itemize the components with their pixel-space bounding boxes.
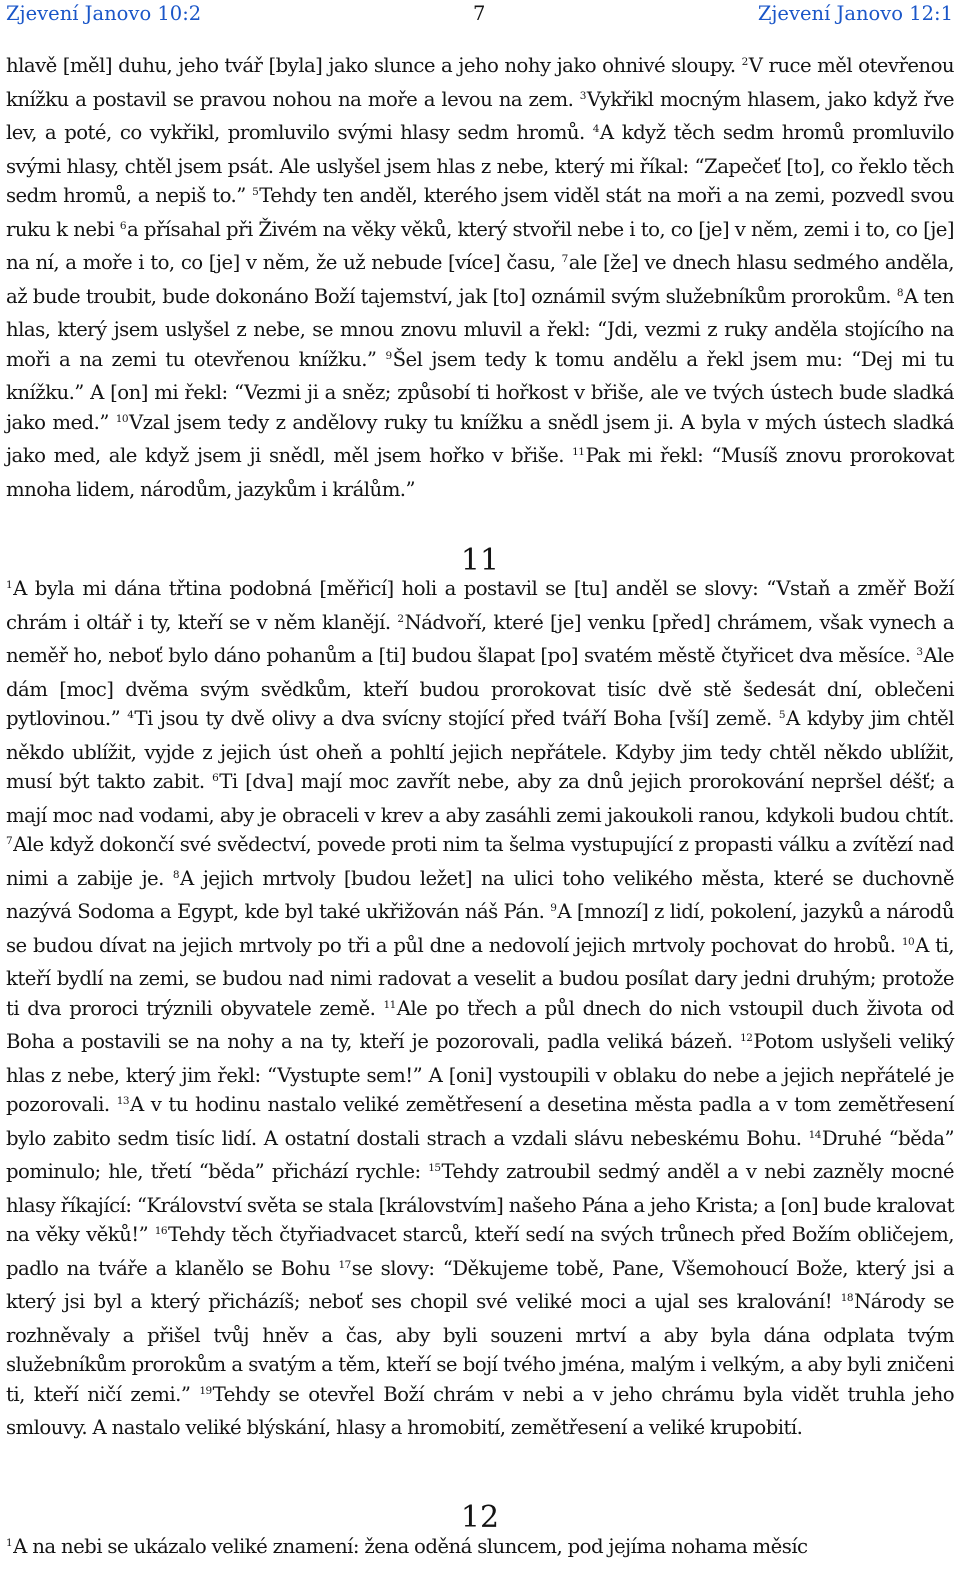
verse-number: 18 bbox=[840, 1292, 854, 1304]
verse-text: A [mnozí] z lidí, pokolení, jazyků a národů se budou dívat na jejich mrtvoly po tři a půl dne a nedovolí jejich mrtvoly pochovat do hrobů. bbox=[6, 900, 954, 957]
verse-text: Ale po třech a půl dnech do nich vstoupil duch života od Boha a postavili se na nohy a na ty, kteří je pozorovali, padla veliká bázeň. bbox=[6, 996, 954, 1053]
verse-number: 7 bbox=[561, 253, 568, 265]
verse-text: A ten hlas, který jsem uslyšel z nebe, se mnou znovu mluvil a řekl: “Jdi, vezmi z ruky anděla stojícího na moři a na zemi tu otevřenou knížku.” bbox=[6, 284, 954, 371]
verse-number: 7 bbox=[6, 835, 13, 847]
verse-number: 6 bbox=[212, 772, 219, 784]
verse-number: 4 bbox=[592, 123, 599, 135]
verse-text: Ale když dokončí své svědectví, povede proti nim ta šelma vystupující z propasti válku a zvítězí nad nimi a zabije je. bbox=[6, 833, 954, 890]
verse-number: 10 bbox=[901, 935, 915, 948]
verse-text: Ti jsou ty dvě olivy a dva svícny stojící před tváří Boha [vší] země. bbox=[134, 707, 779, 730]
verse-number: 8 bbox=[896, 286, 903, 299]
verse-text: Tehdy se otevřel Boží chrám v nebi a v jeho chrámu byla vidět truhla jeho smlouvy. A nastalo veliké blýskání, hlasy a hromobití, zemětřesení a veliké krupobití. bbox=[6, 1382, 955, 1439]
verse-text: A v tu hodinu nastalo veliké zemětřesení a desetina města padla a v tom zemětřesení bylo zabito sedm tisíc lidí. A ostatní dostali strach a vzdali slávu nebeskému Bohu. bbox=[6, 1093, 955, 1150]
verse-number: 2 bbox=[741, 56, 748, 68]
verse-text: Tehdy ten anděl, kterého jsem viděl stát na moři a na zemi, pozvedl svou ruku k nebi bbox=[6, 184, 954, 241]
chapter-12-text bbox=[6, 1532, 954, 1566]
verse-text: Nádvoří, které [je] venku [před] chrámem, však vynech a neměř ho, neboť bylo dáno pohanům a [ti] budou šlapat [po] svatém městě čtyřicet dva měsíce. bbox=[6, 610, 954, 667]
verse-text: Druhé “běda” pominulo; hle, třetí “běda” přichází rychle: bbox=[6, 1126, 954, 1183]
chapter-11-heading: 11 bbox=[460, 543, 500, 578]
verse-text: se slovy: “Děkujeme tobě, Pane, Všemohoucí Bože, který jsi a který jsi byl a který přicházíš; neboť ses chopil své veliké moci a ujal ses kralování! bbox=[6, 1256, 955, 1313]
verse-text: V ruce měl otevřenou knížku a postavil se pravou nohou na moře a levou na zem. bbox=[6, 54, 954, 111]
verse-number: 16 bbox=[154, 1225, 167, 1237]
verse-text: Vzal jsem tedy z andělovy ruky tu knížku a snědl jsem ji. A byla v mých ústech sladká jako med, ale když jsem ji snědl, měl jsem hořko v břiše. bbox=[6, 410, 954, 467]
verse-text: A byla mi dána třtina podobná [měřicí] holi a postavil se [tu] anděl se slovy: “Vstaň a změř Boží chrám i oltář i ty, kteří se v něm klanějí. bbox=[6, 577, 954, 634]
verse-number: 1 bbox=[6, 579, 13, 591]
verse-number: 2 bbox=[397, 612, 404, 625]
verse-text: Ti [dva] mají moc zavřít nebe, aby za dnů jejich prorokování nepršel déšť; a mají moc nad vodami, aby je obraceli v krev a aby zasáhli zemi jakoukoli ranou, kdykoli budou chtít. bbox=[6, 770, 955, 827]
verse-number: 3 bbox=[579, 89, 586, 102]
verse-number: 5 bbox=[778, 709, 786, 721]
chapter-12-heading: 12 bbox=[460, 1500, 500, 1535]
header-right-reference[interactable]: Zjevení Janovo 12:1 bbox=[757, 2, 953, 25]
verse-number: 1 bbox=[6, 1537, 13, 1549]
verse-text: Šel jsem tedy k tomu andělu a řekl jsem mu: “Dej mi tu knížku.” A [on] mi řekl: “Vezmi ji a sněz; způsobí ti hořkost v břiše, ale ve tvých ústech bude sladká jako med.” bbox=[6, 347, 955, 434]
verse-text: A kdyby jim chtěl někdo ublížit, vyjde z jejich úst oheň a pohltí jejich nepřátele. Kdyby jim tedy chtěl někdo ublížit, musí být takto zabit. bbox=[6, 707, 954, 793]
verse-number: 3 bbox=[916, 646, 923, 658]
verse-text: Tehdy těch čtyřiadvacet starců, kteří sedí na svých trůnech před Božím obličejem, padlo na tváře a klanělo se Bohu bbox=[6, 1223, 954, 1280]
verse-text: A ti, kteří bydlí na zemi, se budou nad nimi radovat a veselit a budou posílat dary jedni druhým; protože ti dva proroci trýznili obyvatele země. bbox=[6, 933, 954, 1020]
verse-text: Vykřikl mocným hlasem, jako když řve lev, a poté, co vykřikl, promluvilo svými hlasy sedm hromů. bbox=[6, 87, 954, 144]
verse-number: 19 bbox=[199, 1384, 212, 1397]
chapter-10-continuation-text bbox=[6, 51, 954, 504]
verse-text: hlavě [měl] duhu, jeho tvář [byla] jako slunce a jeho nohy jako ohnivé sloupy. bbox=[6, 54, 742, 77]
running-header bbox=[0, 2, 960, 32]
verse-text: Pak mi řekl: “Musíš znovu prorokovat mnoha lidem, národům, jazykům i králům.” bbox=[6, 444, 954, 501]
verse-text: Tehdy zatroubil sedmý anděl a v nebi zazněly mocné hlasy říkající: “Království světa se stala [královstvím] našeho Pána a jeho Krista; a [on] bude kralovat na věky věků!” bbox=[6, 1160, 954, 1246]
verse-number: 11 bbox=[383, 998, 396, 1011]
verse-number: 12 bbox=[740, 1032, 753, 1044]
chapter-11-text bbox=[6, 574, 954, 1443]
verse-number: 5 bbox=[252, 186, 259, 198]
verse-text: A jejich mrtvoly [budou ležet] na ulici toho velikého města, které se duchovně nazývá Sodoma a Egypt, kde byl také ukřižován náš Pán. bbox=[6, 866, 955, 923]
verse-text: a přísahal při Živém na věky věků, který stvořil nebe i to, co [je] v něm, zemi i to, co [je] na ní, a moře i to, co [je] v něm, že už nebude [více] času, bbox=[6, 217, 954, 274]
verse-number: 11 bbox=[572, 446, 585, 458]
verse-number: 9 bbox=[550, 902, 557, 914]
verse-text: Potom uslyšeli veliký hlas z nebe, který jim řekl: “Vystupte sem!” A [oni] vystoupili v oblaku do nebe a jejich nepřátelé je pozorovali. bbox=[6, 1030, 954, 1116]
verse-number: 10 bbox=[115, 412, 129, 425]
verse-number: 4 bbox=[127, 709, 134, 721]
verse-text: A na nebi se ukázalo veliké znamení: žena oděná sluncem, pod jejíma nohama měsíc bbox=[13, 1535, 808, 1558]
page-number: 7 bbox=[473, 2, 486, 25]
verse-number: 17 bbox=[338, 1258, 351, 1271]
verse-number: 9 bbox=[385, 349, 392, 362]
verse-number: 14 bbox=[808, 1128, 821, 1141]
verse-number: 15 bbox=[428, 1162, 441, 1174]
verse-number: 8 bbox=[172, 868, 180, 881]
verse-text: Ale dám [moc] dvěma svým svědkům, kteří budou prorokovat tisíc dvě stě šedesát dní, oblečeni pytlovinou.” bbox=[6, 644, 954, 730]
verse-text: A když těch sedm hromů promluvilo svými hlasy, chtěl jsem psát. Ale uslyšel jsem hlas z nebe, který mi říkal: “Zapečeť [to], co řeklo těch sedm hromů, a nepiš to.” bbox=[6, 121, 954, 207]
verse-number: 13 bbox=[116, 1095, 129, 1107]
header-left-reference[interactable]: Zjevení Janovo 10:2 bbox=[6, 2, 202, 25]
verse-text: ale [že] ve dnech hlasu sedmého anděla, až bude troubit, bude dokonáno Boží tajemství, jak [to] oznámil svým služebníkům prorokům. bbox=[6, 251, 954, 308]
verse-text: Národy se rozhněvaly a přišel tvůj hněv a čas, aby byli souzeni mrtví a aby byla dána odplata tvým služebníkům prorokům a svatým a těm, kteří se bojí tvého jména, malým i velkým, a aby byli zničeni ti, kteří ničí zemi.” bbox=[6, 1290, 954, 1406]
verse-number: 6 bbox=[119, 219, 127, 232]
